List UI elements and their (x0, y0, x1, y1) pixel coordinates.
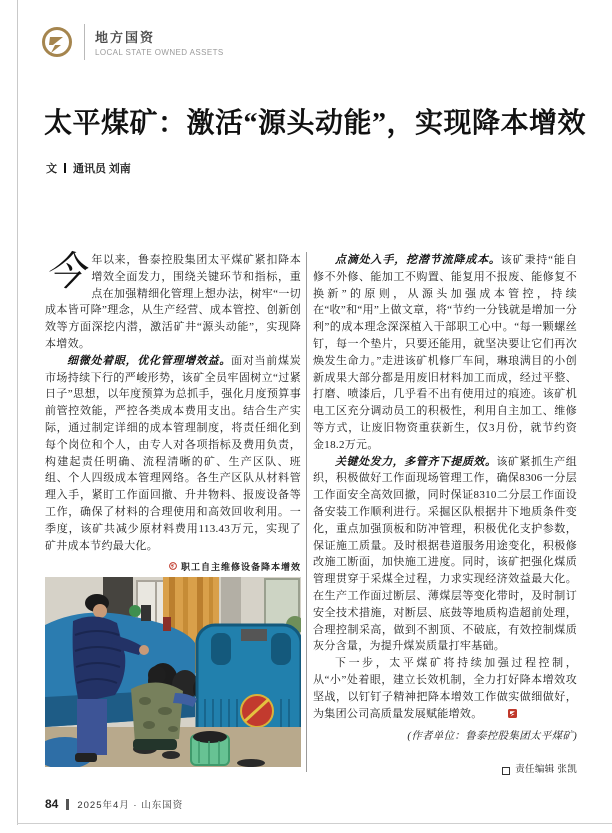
paragraph-text: 面对当前煤炭市场持续下行的严峻形势，该矿全员牢固树立“过紧日子”思想，以年度预算为总抓手，强化月度预算事前管控效能，严控各类成本费用支出。结合生产实际，通过制定详细的成本管理制度，将责任细化到每个岗位和个人，由专人对各项指标及费用负责，构建起责任明确、流程清晰的矿、生产区队、班组、个人四级成本管理网络。各生产区队从材料管理入手，紧盯工作面回撤、升井物料、报废设备等工作，确保了材料的合理使用和高效回收利用。一季度，该矿共减少原材料费用113.43万元，实现了矿井成本节约最大化。 (45, 354, 301, 552)
column-divider (306, 252, 307, 772)
article-photo (45, 577, 301, 767)
paragraph-text: 该矿秉持“能自修不外修、能加工不购置、能复用不报废、能修复不换新”的原则，从源头加强成本管控，持续在“收”和“用”上做文章，将“节约一分钱就是增加一分利”的成本理念深深植入干部职工心中。“每一颗螺丝钉，每一个垫片，只要还能用，就坚决要让它们再次焕发生命力。”走进该矿机修厂车间，琳琅满目的小创新成果大部分都是用废旧材料加工而成，经过平整、打磨、喷漆后，几乎看不出有使用过的痕迹。该矿机电工区充分调动员工的积极性，利用自主加工、维修等方式，让废旧物资重获新生，仅3月份，就节约资金18.2万元。 (313, 254, 578, 451)
paragraph (313, 655, 577, 723)
issue-label: 2025年4月 · 山东国资 (77, 800, 184, 811)
paragraph (45, 249, 301, 353)
brand-name-en: LOCAL STATE OWNED ASSETS (95, 48, 224, 57)
paragraph-text: 年以来，鲁泰控股集团太平煤矿紧扣降本增效全面发力，围绕关键环节和指标，重点在加强精细化管理上想办法，树牢“一切成本皆可降”理念，从生产经营、成本管控、创新创效等方面深挖内潜，激活矿井“源头动能”，实现降本增效。 (45, 254, 301, 350)
paragraph-text: 下一步，太平煤矿将持续加强过程控制，从“小”处着眼，建立长效机制，全力打好降本增效攻坚战，以钉钉子精神把降本增效工作做实做细做好，为集团公司高质量发展赋能增效。 (313, 657, 577, 720)
paragraph (45, 353, 301, 555)
right-column (313, 252, 577, 779)
byline-separator (64, 163, 66, 173)
caption-text: 职工自主维修设备降本增效 (180, 562, 301, 573)
byline (46, 160, 131, 176)
byline-label: 文 (46, 163, 57, 175)
article-title: 太平煤矿：激活“源头动能”，实现降本增效 (44, 108, 587, 139)
article-end-icon (486, 707, 517, 724)
masthead (40, 24, 224, 60)
page-edge-left (17, 0, 18, 825)
page-number: 84 (45, 797, 59, 811)
caption-marker-icon (169, 560, 177, 574)
left-column (45, 249, 301, 767)
page-edge-bottom (17, 823, 612, 824)
page-footer (45, 797, 183, 811)
editor-label: 责任编辑 张凯 (515, 764, 577, 776)
footer-separator (66, 799, 69, 810)
brand-name-cn: 地方国资 (95, 30, 156, 45)
paragraph-lead: 细微处着眼，优化管理增效益。 (67, 354, 232, 367)
paragraph-text: 该矿紧抓生产组织，积极做好工作面现场管理工作，确保8306一分层工作面安全高效回撤，同时保证8310二分层工作面设备安装工作顺利进行。采掘区队根据井下地质条件变化，重点加强顶板和防冲管理，积极优化支护参数，保证施工质量。及时根据巷道服务用途变化，积极修改施工断面，加快施工进度。同时，该矿把强化煤质管理贯穿于采煤全过程，力求实现经济效益最大化。在生产工作面过断层、薄煤层等变化带时，及时制订安全技术措施，对断层、底鼓等地质构造超前处理，合理控制采高，做到不割顶、不破底，有效控制煤质灰分含量，为提升煤炭质量打牢基础。 (313, 455, 577, 653)
byline-author: 通讯员 刘南 (73, 163, 131, 175)
checkbox-icon (502, 767, 510, 775)
author-unit: (作者单位：鲁泰控股集团太平煤矿) (407, 731, 577, 743)
brand-logo-icon (40, 25, 74, 59)
editor-line (313, 762, 577, 779)
photo-illustration (45, 577, 301, 767)
dropcap: 今 (45, 249, 86, 294)
paragraph-lead: 关键处发力，多管齐下提质效。 (335, 455, 497, 468)
masthead-divider (84, 24, 85, 60)
photo-caption (45, 560, 301, 574)
paragraph-lead: 点滴处入手，挖潜节流降成本。 (335, 254, 501, 266)
masthead-text (95, 27, 224, 57)
paragraph (313, 252, 577, 454)
paragraph (313, 454, 577, 656)
